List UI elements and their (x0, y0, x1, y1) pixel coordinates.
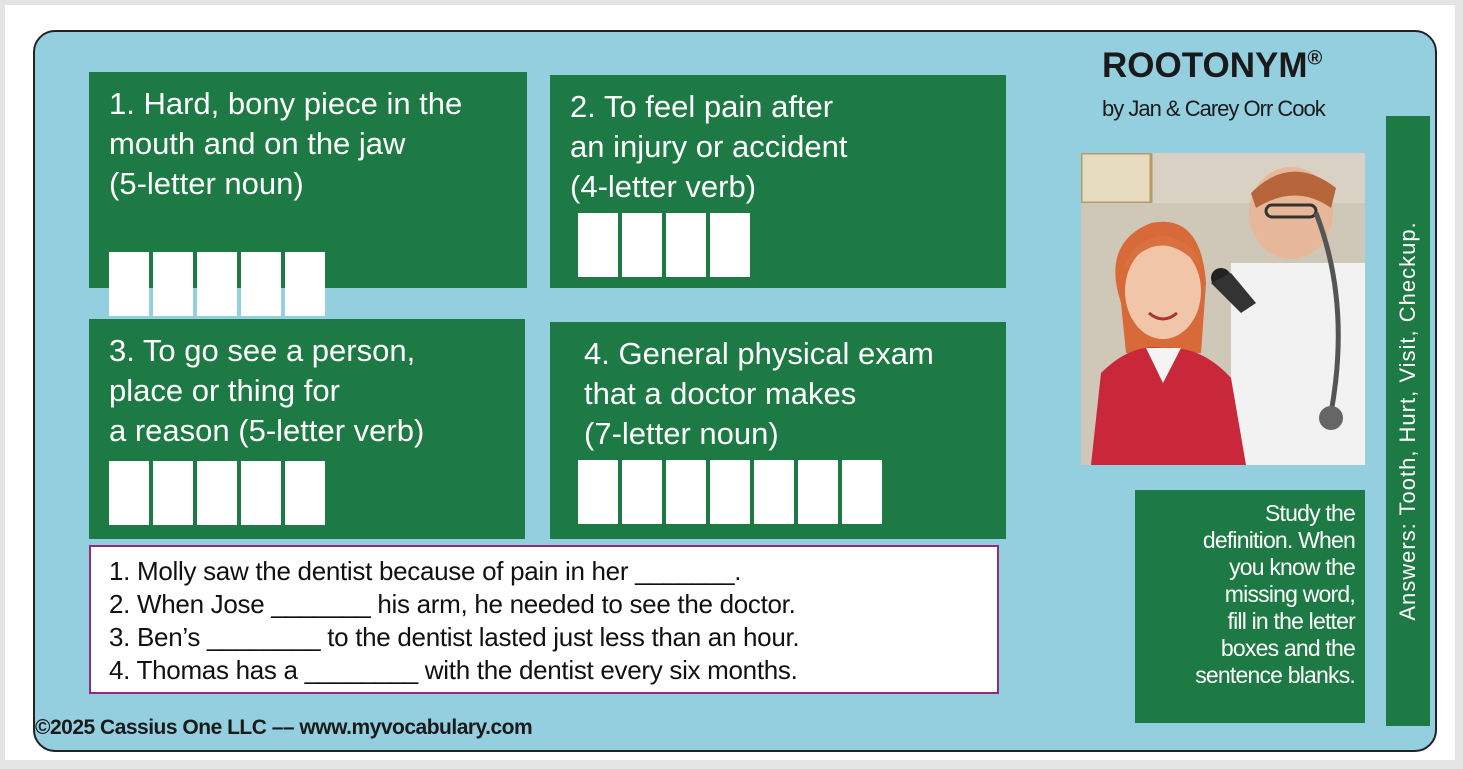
letter-box[interactable] (197, 252, 237, 316)
sentence-4: 4. Thomas has a ________ with the dentist every six months. (109, 655, 798, 685)
clue-2-letter-boxes (578, 213, 750, 277)
brand-name: ROOTONYM (1102, 46, 1308, 85)
sentence-3: 3. Ben’s ________ to the dentist lasted just less than an hour. (109, 622, 800, 652)
letter-box[interactable] (842, 460, 882, 524)
letter-box[interactable] (622, 460, 662, 524)
clue-2 (550, 75, 1006, 288)
answers-strip (1386, 116, 1430, 726)
clue-4-text: 4. General physical exam that a doctor makes (7-letter noun) (584, 336, 934, 451)
clue-3-text: 3. To go see a person, place or thing for a reason (5-letter verb) (109, 333, 425, 448)
letter-box[interactable] (109, 461, 149, 525)
clue-4-letter-boxes (578, 460, 882, 524)
letter-box[interactable] (197, 461, 237, 525)
photo-illustration (1081, 153, 1365, 465)
brand-byline: by Jan & Carey Orr Cook (1102, 96, 1325, 121)
letter-box[interactable] (285, 252, 325, 316)
sentence-box (89, 545, 999, 694)
letter-box[interactable] (285, 461, 325, 525)
sentence-1: 1. Molly saw the dentist because of pain in her _______. (109, 556, 742, 586)
copyright-line: ©2025 Cassius One LLC –– www.myvocabulary.com (35, 716, 533, 739)
vocabulary-card (33, 30, 1437, 752)
letter-box[interactable] (241, 461, 281, 525)
clue-3-letter-boxes (109, 461, 325, 525)
letter-box[interactable] (798, 460, 838, 524)
clue-2-text: 2. To feel pain after an injury or accident (4-letter verb) (570, 89, 848, 204)
letter-box[interactable] (578, 460, 618, 524)
letter-box[interactable] (578, 213, 618, 277)
letter-box[interactable] (109, 252, 149, 316)
doctor-checkup-photo (1081, 153, 1365, 465)
clue-1-text: 1. Hard, bony piece in the mouth and on the jaw (5-letter noun) (109, 86, 463, 201)
clue-1-letter-boxes (109, 252, 325, 316)
page-frame (5, 5, 1455, 760)
registered-mark: ® (1307, 47, 1323, 70)
clue-4 (550, 322, 1006, 539)
letter-box[interactable] (710, 213, 750, 277)
letter-box[interactable] (241, 252, 281, 316)
brand-title (1102, 46, 1322, 86)
clue-1 (89, 72, 527, 288)
instructions-box: Study the definition. When you know the missing word, fill in the letter boxes and the sentence blanks. (1135, 490, 1365, 723)
answers-text: Answers: Tooth, Hurt, Visit, Checkup. (1395, 221, 1420, 621)
letter-box[interactable] (710, 460, 750, 524)
letter-box[interactable] (666, 213, 706, 277)
letter-box[interactable] (153, 461, 193, 525)
letter-box[interactable] (666, 460, 706, 524)
letter-box[interactable] (754, 460, 794, 524)
sentence-2: 2. When Jose _______ his arm, he needed to see the doctor. (109, 589, 796, 619)
letter-box[interactable] (622, 213, 662, 277)
clue-3 (89, 319, 525, 539)
letter-box[interactable] (153, 252, 193, 316)
